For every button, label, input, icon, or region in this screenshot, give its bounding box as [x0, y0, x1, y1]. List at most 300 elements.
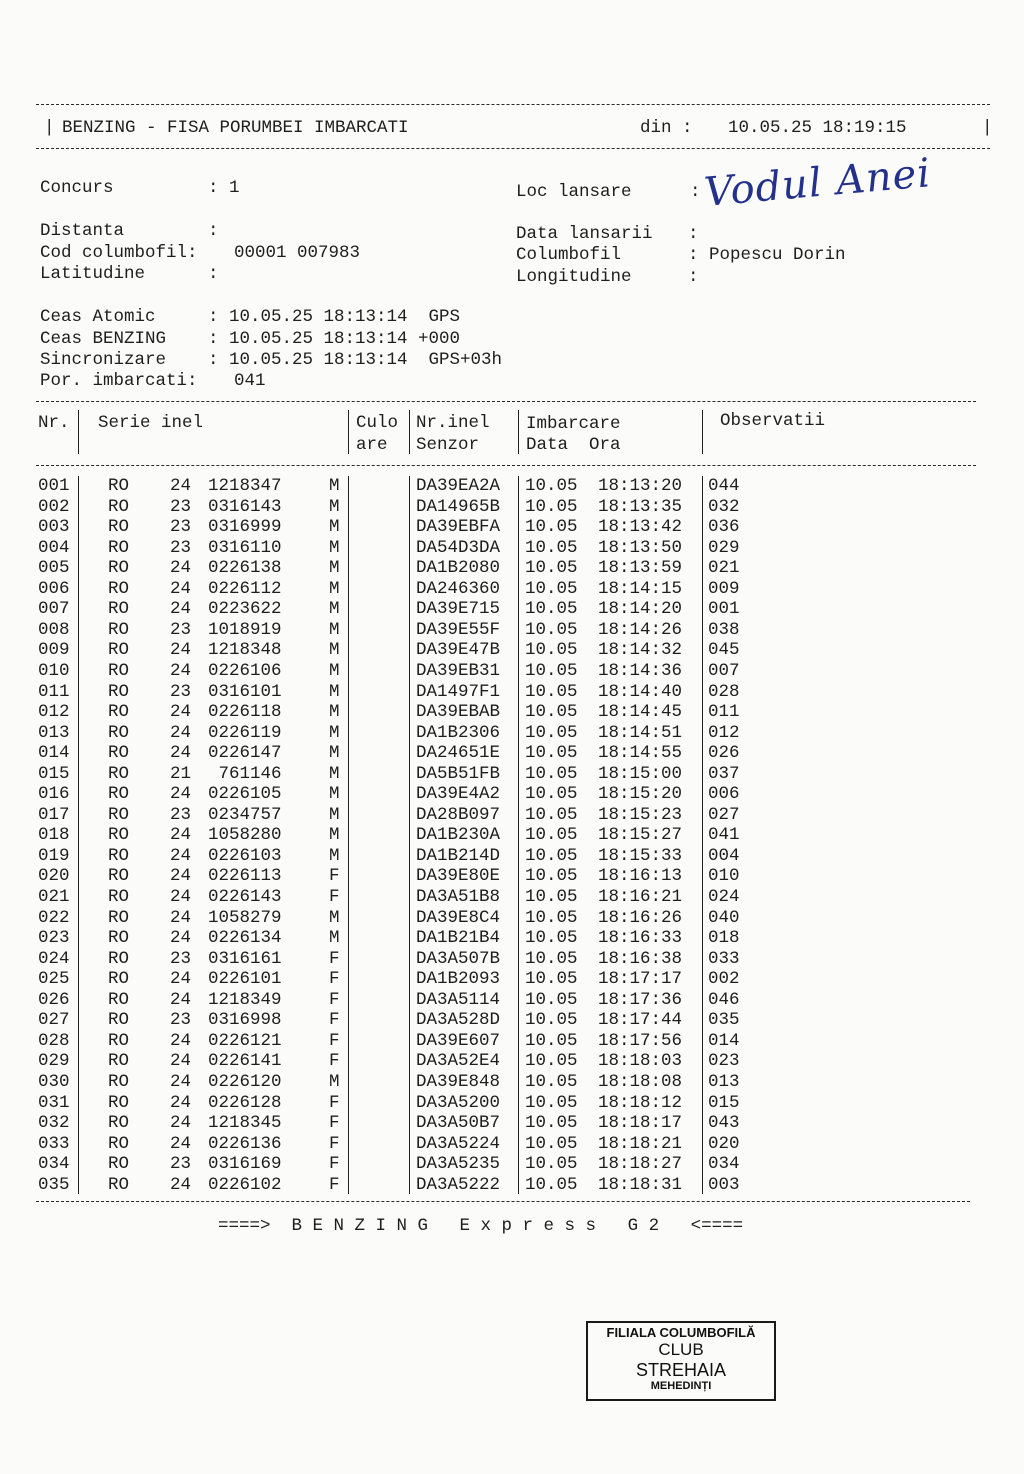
por-imbarcati-value: 041 [234, 371, 266, 391]
cell-time: 18:18:17 [598, 1113, 683, 1134]
cell-sensor: DA39E848 [416, 1071, 501, 1092]
cell-country: RO [108, 948, 130, 969]
cell-year: 24 [170, 702, 192, 723]
cell-observatii: 020 [708, 1133, 740, 1154]
cell-date: 10.05 [525, 907, 578, 928]
cell-country: RO [108, 989, 130, 1010]
cell-sensor: DA28B097 [416, 804, 501, 825]
cell-observatii: 013 [708, 1071, 740, 1092]
table-row [0, 743, 1024, 764]
cell-ring-number: 0223622 [208, 599, 282, 620]
cell-observatii: 028 [708, 681, 740, 702]
cell-sex: M [329, 845, 340, 866]
cell-year: 24 [170, 1051, 192, 1072]
cell-nr: 027 [38, 1010, 70, 1031]
distanta-value: : [208, 221, 219, 241]
cell-sensor: DA39EB31 [416, 660, 501, 681]
body-col-separator [409, 476, 410, 1194]
cell-nr: 028 [38, 1030, 70, 1051]
ceas-benzing-value: : 10.05.25 18:13:14 +000 [208, 329, 461, 349]
cell-sex: M [329, 784, 340, 805]
cell-country: RO [108, 1092, 130, 1113]
cell-observatii: 024 [708, 887, 740, 907]
cell-time: 18:15:33 [598, 845, 683, 866]
cell-sensor: DA3A5114 [416, 989, 501, 1010]
cell-year: 24 [170, 1113, 192, 1134]
cell-ring-number: 0226105 [208, 784, 282, 805]
cell-sensor: DA5B51FB [416, 763, 501, 784]
cell-date: 10.05 [525, 599, 578, 620]
cell-ring-number: 0316998 [208, 1010, 282, 1031]
cell-sex: M [329, 804, 340, 825]
sincronizare-value: : 10.05.25 18:13:14 GPS+03h [208, 350, 503, 370]
cell-country: RO [108, 640, 130, 661]
cell-date: 10.05 [525, 722, 578, 743]
cell-time: 18:18:08 [598, 1071, 683, 1092]
cell-sensor: DA1B2306 [416, 722, 501, 743]
cell-country: RO [108, 887, 130, 907]
cell-time: 18:13:50 [598, 537, 683, 558]
cell-nr: 003 [38, 517, 70, 538]
cell-observatii: 001 [708, 599, 740, 620]
cell-year: 24 [170, 722, 192, 743]
cell-ring-number: 1218347 [208, 476, 282, 496]
cell-nr: 023 [38, 928, 70, 949]
cell-sex: M [329, 476, 340, 496]
cell-country: RO [108, 537, 130, 558]
cell-sensor: DA1B21B4 [416, 928, 501, 949]
concurs-value: : 1 [208, 178, 240, 198]
cell-date: 10.05 [525, 989, 578, 1010]
table-row [0, 1175, 1024, 1196]
cell-country: RO [108, 784, 130, 805]
table-row [0, 784, 1024, 805]
cell-country: RO [108, 1113, 130, 1134]
col-separator [702, 410, 703, 454]
cell-year: 24 [170, 743, 192, 764]
table-row [0, 846, 1024, 867]
cell-ring-number: 0226128 [208, 1092, 282, 1113]
cell-country: RO [108, 845, 130, 866]
cell-sex: F [329, 1092, 340, 1113]
cod-columbofil-label: Cod columbofil: [40, 243, 198, 263]
stamp-line-1: FILIALA COLUMBOFILĂ [606, 1325, 756, 1340]
cell-time: 18:16:21 [598, 887, 683, 907]
cell-sex: M [329, 743, 340, 764]
cell-sex: F [329, 1010, 340, 1031]
cell-date: 10.05 [525, 845, 578, 866]
table-row [0, 1051, 1024, 1072]
cell-observatii: 032 [708, 496, 740, 517]
table-row [0, 990, 1024, 1011]
cell-time: 18:16:38 [598, 948, 683, 969]
cell-time: 18:15:27 [598, 825, 683, 846]
cell-country: RO [108, 1051, 130, 1072]
cell-time: 18:13:42 [598, 517, 683, 538]
cell-sex: F [329, 969, 340, 990]
body-col-separator [518, 476, 519, 1194]
cell-ring-number: 761146 [208, 763, 282, 784]
table-row [0, 908, 1024, 929]
cell-sensor: DA3A52E4 [416, 1051, 501, 1072]
cell-sex: M [329, 578, 340, 599]
cell-date: 10.05 [525, 702, 578, 723]
columbofil-label: Columbofil [516, 245, 622, 265]
cell-year: 24 [170, 907, 192, 928]
col-serie-header: Serie inel [98, 413, 204, 433]
cell-ring-number: 0316110 [208, 537, 282, 558]
cell-year: 24 [170, 989, 192, 1010]
cell-time: 18:17:44 [598, 1010, 683, 1031]
cell-year: 24 [170, 887, 192, 907]
cell-country: RO [108, 1010, 130, 1031]
body-col-separator [348, 476, 349, 1194]
cell-sensor: DA1B230A [416, 825, 501, 846]
cell-sensor: DA1B214D [416, 845, 501, 866]
cell-sensor: DA1B2093 [416, 969, 501, 990]
cell-observatii: 045 [708, 640, 740, 661]
cell-time: 18:18:12 [598, 1092, 683, 1113]
cell-country: RO [108, 1154, 130, 1175]
latitudine-label: Latitudine [40, 264, 146, 284]
cell-sex: M [329, 619, 340, 640]
cell-date: 10.05 [525, 866, 578, 887]
table-row [0, 1072, 1024, 1093]
cell-year: 23 [170, 537, 192, 558]
document-title: BENZING - FISA PORUMBEI IMBARCATI [62, 118, 409, 138]
cell-date: 10.05 [525, 1092, 578, 1113]
table-row [0, 538, 1024, 559]
cell-observatii: 046 [708, 989, 740, 1010]
cell-country: RO [108, 681, 130, 702]
cell-time: 18:14:45 [598, 702, 683, 723]
cell-time: 18:13:35 [598, 496, 683, 517]
table-row [0, 1154, 1024, 1175]
cell-observatii: 034 [708, 1154, 740, 1175]
cell-date: 10.05 [525, 887, 578, 907]
cell-year: 21 [170, 763, 192, 784]
cell-date: 10.05 [525, 1030, 578, 1051]
stamp-line-3: STREHAIA [635, 1360, 727, 1380]
cell-sex: M [329, 825, 340, 846]
data-lansarii-value: : [688, 224, 699, 244]
cell-country: RO [108, 476, 130, 496]
cell-ring-number: 0226138 [208, 558, 282, 579]
cell-ring-number: 0226119 [208, 722, 282, 743]
col-separator [518, 410, 519, 454]
table-row [0, 682, 1024, 703]
cell-ring-number: 0226102 [208, 1174, 282, 1195]
cell-date: 10.05 [525, 928, 578, 949]
cell-sensor: DA39E80E [416, 866, 501, 887]
cell-nr: 012 [38, 702, 70, 723]
cell-observatii: 014 [708, 1030, 740, 1051]
cell-nr: 025 [38, 969, 70, 990]
cell-time: 18:18:03 [598, 1051, 683, 1072]
cell-nr: 031 [38, 1092, 70, 1113]
cell-nr: 010 [38, 660, 70, 681]
cell-sex: F [329, 866, 340, 887]
table-header-top-divider [36, 401, 976, 402]
cell-ring-number: 1218349 [208, 989, 282, 1010]
cell-year: 24 [170, 969, 192, 990]
cell-country: RO [108, 969, 130, 990]
cell-date: 10.05 [525, 517, 578, 538]
cell-sensor: DA3A5222 [416, 1174, 501, 1195]
cell-sensor: DA54D3DA [416, 537, 501, 558]
cell-country: RO [108, 496, 130, 517]
header-left-bar: | [44, 118, 55, 138]
cell-nr: 026 [38, 989, 70, 1010]
table-row [0, 1093, 1024, 1114]
cell-year: 24 [170, 578, 192, 599]
col-imbarcare-header: Imbarcare [526, 414, 621, 434]
cell-nr: 001 [38, 476, 70, 496]
cell-country: RO [108, 722, 130, 743]
body-col-separator [702, 476, 703, 1194]
cell-year: 24 [170, 1174, 192, 1195]
cell-sensor: DA39EBAB [416, 702, 501, 723]
cell-time: 18:16:33 [598, 928, 683, 949]
cell-nr: 019 [38, 845, 70, 866]
cell-nr: 014 [38, 743, 70, 764]
cell-ring-number: 0316999 [208, 517, 282, 538]
cell-sex: F [329, 1051, 340, 1072]
cell-time: 18:14:36 [598, 660, 683, 681]
table-header-bottom-divider [36, 465, 976, 466]
table-row [0, 805, 1024, 826]
cell-nr: 029 [38, 1051, 70, 1072]
cell-sex: M [329, 517, 340, 538]
cell-date: 10.05 [525, 948, 578, 969]
cell-nr: 032 [38, 1113, 70, 1134]
table-row [0, 969, 1024, 990]
cell-observatii: 040 [708, 907, 740, 928]
cell-year: 24 [170, 1133, 192, 1154]
col-separator [409, 410, 410, 454]
table-row [0, 723, 1024, 744]
cell-sex: M [329, 702, 340, 723]
cell-observatii: 015 [708, 1092, 740, 1113]
cell-nr: 030 [38, 1071, 70, 1092]
cell-date: 10.05 [525, 1133, 578, 1154]
cell-date: 10.05 [525, 476, 578, 496]
cell-sex: M [329, 928, 340, 949]
cell-observatii: 012 [708, 722, 740, 743]
cell-observatii: 029 [708, 537, 740, 558]
cell-time: 18:14:40 [598, 681, 683, 702]
cell-year: 24 [170, 1092, 192, 1113]
header-top-divider [36, 104, 990, 105]
cell-year: 23 [170, 496, 192, 517]
cell-date: 10.05 [525, 804, 578, 825]
col-separator [348, 410, 349, 454]
ceas-atomic-value: : 10.05.25 18:13:14 GPS [208, 307, 461, 327]
cell-sensor: DA3A507B [416, 948, 501, 969]
cell-year: 24 [170, 928, 192, 949]
cell-year: 24 [170, 866, 192, 887]
cell-sex: F [329, 948, 340, 969]
loc-lansare-sep: : [690, 182, 701, 202]
columbofil-value: : Popescu Dorin [688, 245, 846, 265]
cell-year: 24 [170, 825, 192, 846]
cell-date: 10.05 [525, 681, 578, 702]
cell-country: RO [108, 928, 130, 949]
cell-nr: 005 [38, 558, 70, 579]
cell-sensor: DA39E715 [416, 599, 501, 620]
cell-ring-number: 0226118 [208, 702, 282, 723]
cell-time: 18:16:26 [598, 907, 683, 928]
cell-country: RO [108, 660, 130, 681]
cell-time: 18:14:32 [598, 640, 683, 661]
cell-country: RO [108, 825, 130, 846]
cell-ring-number: 0226121 [208, 1030, 282, 1051]
cell-country: RO [108, 517, 130, 538]
cell-nr: 034 [38, 1154, 70, 1175]
table-row [0, 1134, 1024, 1155]
cell-time: 18:16:13 [598, 866, 683, 887]
cell-observatii: 036 [708, 517, 740, 538]
cell-nr: 017 [38, 804, 70, 825]
cell-country: RO [108, 804, 130, 825]
cod-columbofil-value: 00001 007983 [234, 243, 361, 263]
loc-lansare-handwritten: Vodul Anei [702, 150, 933, 216]
data-lansarii-label: Data lansarii [516, 224, 653, 244]
cell-sex: M [329, 640, 340, 661]
cell-sex: F [329, 1154, 340, 1175]
col-nr-header: Nr. [38, 413, 70, 433]
cell-nr: 002 [38, 496, 70, 517]
cell-ring-number: 0316161 [208, 948, 282, 969]
cell-observatii: 037 [708, 763, 740, 784]
cell-country: RO [108, 558, 130, 579]
cell-observatii: 033 [708, 948, 740, 969]
cell-sex: F [329, 1030, 340, 1051]
table-row [0, 1031, 1024, 1052]
cell-time: 18:14:15 [598, 578, 683, 599]
cell-sensor: DA24651E [416, 743, 501, 764]
cell-date: 10.05 [525, 969, 578, 990]
cell-date: 10.05 [525, 1154, 578, 1175]
cell-sex: M [329, 599, 340, 620]
cell-country: RO [108, 599, 130, 620]
col-observatii-header: Observatii [720, 411, 826, 431]
col-culoare-header-2: are [356, 435, 388, 455]
cell-date: 10.05 [525, 640, 578, 661]
loc-lansare-label: Loc lansare [516, 182, 632, 202]
cell-sex: M [329, 660, 340, 681]
col-separator [78, 410, 79, 454]
table-row [0, 866, 1024, 887]
header-right-bar: | [982, 118, 993, 138]
table-row [0, 476, 1024, 497]
table-row [0, 702, 1024, 723]
cell-time: 18:14:26 [598, 619, 683, 640]
cell-sensor: DA1497F1 [416, 681, 501, 702]
sincronizare-label: Sincronizare [40, 350, 167, 370]
cell-sex: M [329, 496, 340, 517]
cell-date: 10.05 [525, 1051, 578, 1072]
cell-sensor: DA3A5235 [416, 1154, 501, 1175]
cell-date: 10.05 [525, 763, 578, 784]
cell-sensor: DA3A50B7 [416, 1113, 501, 1134]
cell-observatii: 026 [708, 743, 740, 764]
cell-sensor: DA3A51B8 [416, 887, 501, 907]
cell-observatii: 009 [708, 578, 740, 599]
stamp-line-4: MEHEDINȚI [650, 1380, 712, 1392]
cell-sex: M [329, 681, 340, 702]
table-row [0, 579, 1024, 600]
table-row [0, 949, 1024, 970]
table-row [0, 1113, 1024, 1134]
cell-country: RO [108, 619, 130, 640]
cell-sex: F [329, 989, 340, 1010]
cell-nr: 015 [38, 763, 70, 784]
col-nrinel-header-1: Nr.inel [416, 413, 490, 433]
cell-ring-number: 1218348 [208, 640, 282, 661]
cell-ring-number: 1018919 [208, 619, 282, 640]
cell-observatii: 038 [708, 619, 740, 640]
cell-time: 18:18:27 [598, 1154, 683, 1175]
longitudine-label: Longitudine [516, 267, 632, 287]
concurs-label: Concurs [40, 178, 114, 198]
cell-observatii: 011 [708, 702, 740, 723]
cell-ring-number: 1058279 [208, 907, 282, 928]
cell-country: RO [108, 907, 130, 928]
cell-time: 18:13:59 [598, 558, 683, 579]
cell-sex: M [329, 537, 340, 558]
club-stamp [586, 1321, 776, 1401]
cell-year: 24 [170, 558, 192, 579]
latitudine-value: : [208, 264, 219, 284]
din-label: din : [640, 118, 693, 138]
cell-date: 10.05 [525, 537, 578, 558]
cell-date: 10.05 [525, 660, 578, 681]
cell-sex: M [329, 558, 340, 579]
cell-year: 24 [170, 1030, 192, 1051]
col-culoare-header-1: Culo [356, 413, 399, 433]
cell-sensor: DA3A5200 [416, 1092, 501, 1113]
cell-date: 10.05 [525, 1010, 578, 1031]
cell-observatii: 002 [708, 969, 740, 990]
cell-sex: M [329, 907, 340, 928]
cell-time: 18:17:36 [598, 989, 683, 1010]
cell-ring-number: 0226134 [208, 928, 282, 949]
table-row [0, 599, 1024, 620]
cell-country: RO [108, 1071, 130, 1092]
cell-date: 10.05 [525, 578, 578, 599]
cell-ring-number: 0226141 [208, 1051, 282, 1072]
cell-year: 24 [170, 660, 192, 681]
cell-date: 10.05 [525, 1071, 578, 1092]
cell-sex: F [329, 1174, 340, 1195]
cell-time: 18:15:23 [598, 804, 683, 825]
cell-ring-number: 0316101 [208, 681, 282, 702]
cell-ring-number: 0226147 [208, 743, 282, 764]
cell-date: 10.05 [525, 619, 578, 640]
table-row [0, 928, 1024, 949]
table-row [0, 497, 1024, 518]
col-nrinel-header-2: Senzor [416, 435, 480, 455]
cell-year: 24 [170, 599, 192, 620]
cell-sensor: DA39EBFA [416, 517, 501, 538]
cell-nr: 004 [38, 537, 70, 558]
cell-country: RO [108, 866, 130, 887]
cell-observatii: 021 [708, 558, 740, 579]
cell-sex: F [329, 887, 340, 907]
cell-time: 18:18:31 [598, 1174, 683, 1195]
table-row [0, 764, 1024, 785]
